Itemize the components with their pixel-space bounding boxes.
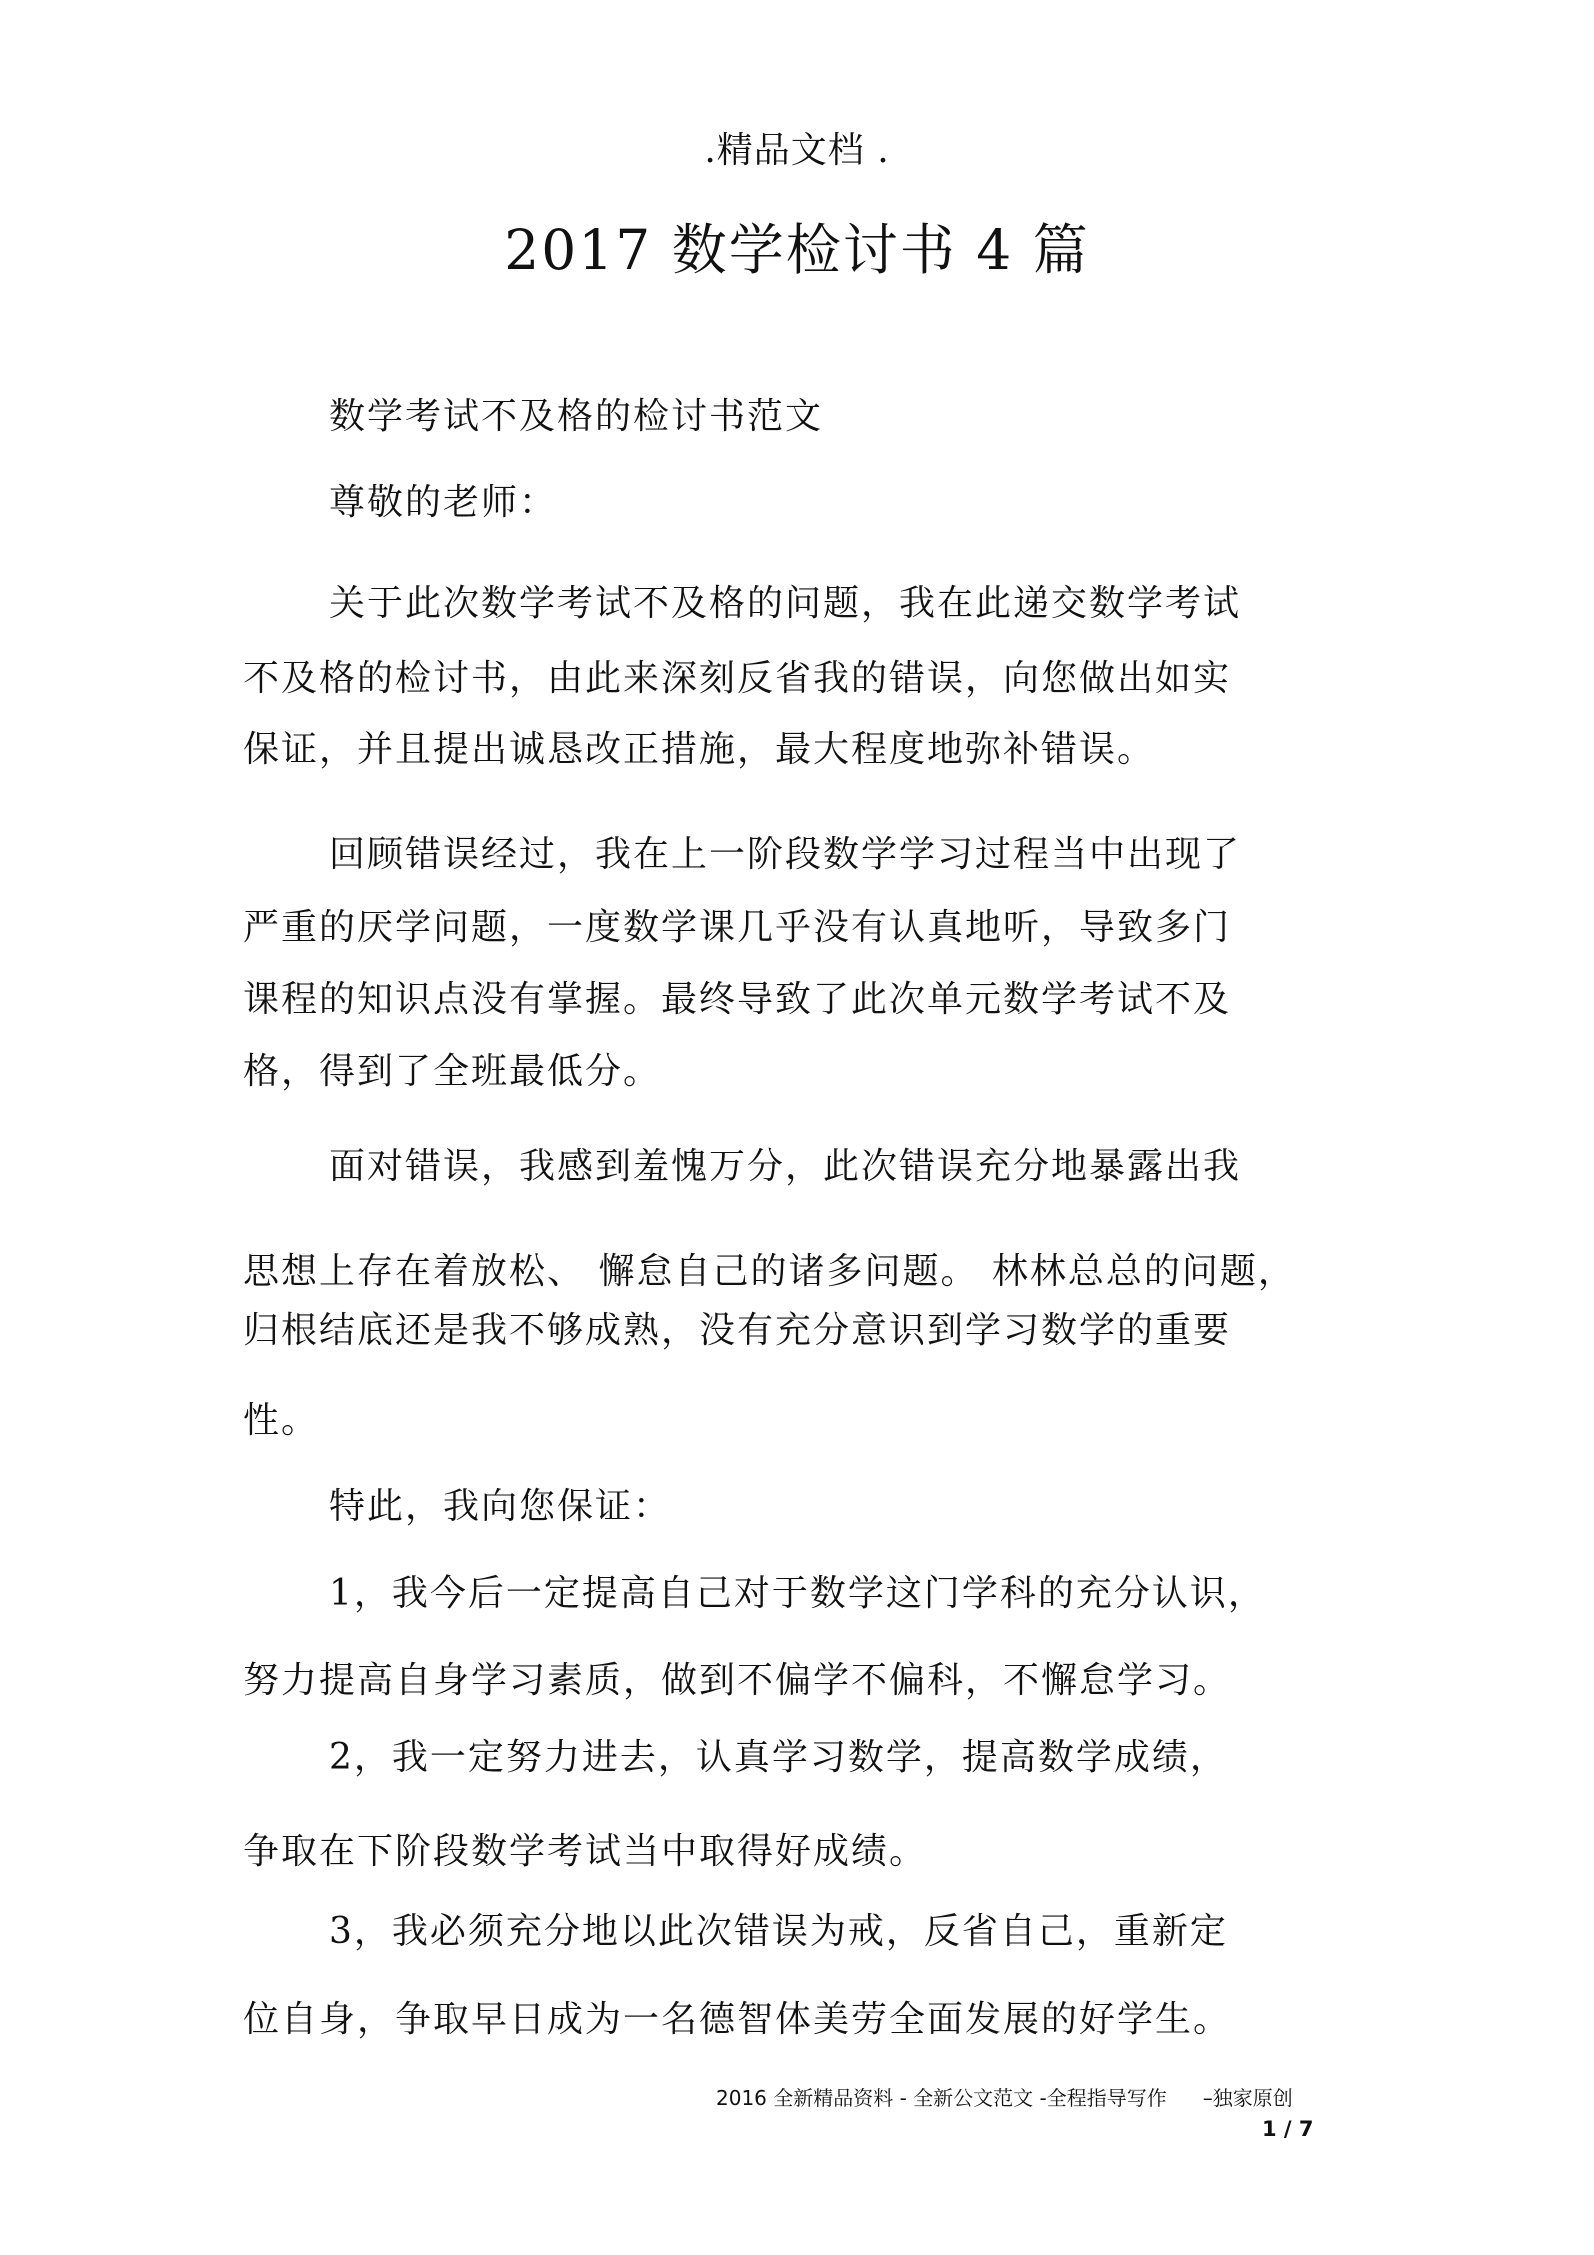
list-item-line: 3，我必须充分地以此次错误为戒，反省自己，重新定 [329,1911,1228,1952]
list-item-line: 努力提高自身学习素质，做到不偏学不偏科，不懈怠学习。 [243,1660,1232,1701]
salutation: 尊敬的老师： [329,482,558,523]
list-item-line: 位自身，争取早日成为一名德智体美劳全面发展的好学生。 [243,1999,1232,2040]
paragraph-line: 回顾错误经过，我在上一阶段数学学习过程当中出现了 [329,834,1242,875]
list-item-line: 1，我今后一定提高自己对于数学这门学科的充分认识， [329,1573,1266,1614]
list-item-line: 争取在下阶段数学考试当中取得好成绩。 [243,1831,928,1872]
page-number: 1 / 7 [1262,2117,1314,2141]
paragraph-line: 严重的厌学问题，一度数学课几乎没有认真地听，导致多门 [243,907,1232,948]
footer-tagline: –独家原创 [1202,2086,1293,2110]
paragraph-line: 关于此次数学考试不及格的问题，我在此递交数学考试 [329,583,1242,624]
footer-source [716,2082,1293,2111]
section-heading: 数学考试不及格的检讨书范文 [329,396,824,437]
footer-source-text: 2016 全新精品资料 - 全新公文范文 -全程指导写作 [716,2086,1167,2110]
paragraph-line: 格，得到了全班最低分。 [243,1051,662,1092]
paragraph-line: 特此，我向您保证： [329,1486,672,1527]
paragraph-line: 课程的知识点没有掌握。最终导致了此次单元数学考试不及 [243,979,1232,1020]
paragraph-line: 归根结底还是我不够成熟，没有充分意识到学习数学的重要 [243,1310,1232,1351]
list-item-line: 2，我一定努力进去，认真学习数学，提高数学成绩， [329,1737,1228,1778]
paragraph-line: 保证，并且提出诚恳改正措施，最大程度地弥补错误。 [243,729,1156,770]
paragraph-line: 不及格的检讨书，由此来深刻反省我的错误，向您做出如实 [243,658,1232,699]
paragraph-line: 思想上存在着放松、 懈怠自己的诸多问题。 林林总总的问题， [243,1251,1296,1292]
paragraph-line: 面对错误，我感到羞愧万分，此次错误充分地暴露出我 [329,1146,1242,1187]
paragraph-line: 性。 [243,1400,320,1441]
header-tag: .精品文档 . [704,130,890,171]
document-title: 2017 数学检讨书 4 篇 [504,218,1090,282]
